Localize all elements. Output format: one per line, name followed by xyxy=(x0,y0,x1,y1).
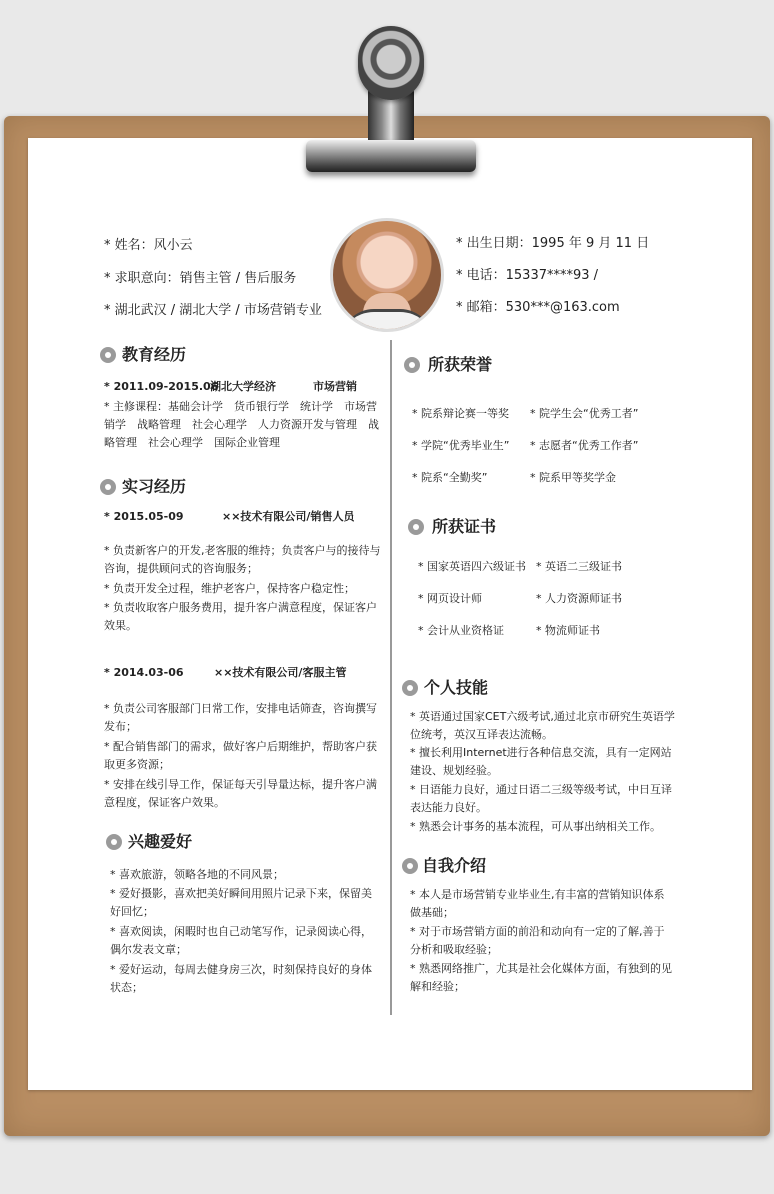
internship-title: 实习经历 xyxy=(122,477,187,496)
intent-field: * 求职意向：销售主管 / 售后服务 xyxy=(104,271,297,286)
skill-item: * 日语能力良好，通过日语二三级等级考试，中日互译表达能力良好。 xyxy=(410,783,672,814)
job1-desc-1: * 负责新客户的开发,老客服的维持；负责客户与的接待与咨询，提供顾问式的咨询服务； xyxy=(104,544,381,575)
name-field: * 姓名：风小云 xyxy=(104,238,193,253)
email-field: * 邮箱：530***@163.com xyxy=(456,300,620,315)
section-bullet-icon xyxy=(402,858,418,874)
skill-item: * 熟悉会计事务的基本流程，可从事出纳相关工作。 xyxy=(410,820,661,833)
certs-title: 所获证书 xyxy=(432,517,497,536)
job1-date: * 2015.05-09 xyxy=(104,510,184,523)
skill-item: * 擅长利用Internet进行各种信息交流，具有一定网站建设、规划经验。 xyxy=(410,746,672,777)
honor-item: * 学院“优秀毕业生” xyxy=(412,439,510,452)
birth-field: * 出生日期：1995 年 9 月 11 日 xyxy=(456,236,650,251)
skill-item: * 英语通过国家CET六级考试,通过北京市研究生英语学位统考，英汉互译表达流畅。 xyxy=(410,710,675,741)
section-bullet-icon xyxy=(100,347,116,363)
honor-item: * 院系甲等奖学金 xyxy=(530,471,616,484)
job1-desc-3: * 负责收取客户服务费用，提升客户满意程度，保证客户效果。 xyxy=(104,601,377,632)
job2-date: * 2014.03-06 xyxy=(104,666,184,679)
honor-item: * 院系辩论赛一等奖 xyxy=(412,407,509,420)
job2-desc-3: * 安排在线引导工作，保证每天引导量达标，提升客户满意程度，保证客户效果。 xyxy=(104,778,377,809)
job2-company: ××技术有限公司/客服主管 xyxy=(214,666,347,679)
phone-field: * 电话：15337****93 / xyxy=(456,268,599,283)
section-bullet-icon xyxy=(404,357,420,373)
cert-item: * 网页设计师 xyxy=(418,592,482,605)
job1-desc-2: * 负责开发全过程，维护老客户，保持客户稳定性； xyxy=(104,582,355,595)
job2-desc-1: * 负责公司客服部门日常工作，安排电话筛查，咨询撰写发布； xyxy=(104,702,377,733)
cert-item: * 人力资源师证书 xyxy=(536,592,622,605)
job2-desc-2: * 配合销售部门的需求，做好客户后期维护，帮助客户获取更多资源； xyxy=(104,740,377,771)
hobby-item: * 爱好摄影，喜欢把美好瞬间用照片记录下来，保留美好回忆； xyxy=(110,887,372,918)
about-item: * 本人是市场营销专业毕业生,有丰富的营销知识体系做基础； xyxy=(410,888,665,919)
honor-item: * 院学生会“优秀工者” xyxy=(530,407,639,420)
about-item: * 熟悉网络推广，尤其是社会化媒体方面，有独到的见解和经验； xyxy=(410,962,672,993)
honors-title: 所获荣誉 xyxy=(428,355,493,374)
education-date: * 2011.09-2015.06 xyxy=(104,380,219,393)
about-item: * 对于市场营销方面的前沿和动向有一定的了解,善于分析和吸取经验； xyxy=(410,925,665,956)
skills-title: 个人技能 xyxy=(424,678,489,697)
avatar xyxy=(330,218,444,332)
honor-item: * 志愿者“优秀工作者” xyxy=(530,439,639,452)
honor-item: * 院系“全勤奖” xyxy=(412,471,488,484)
job1-company: ××技术有限公司/销售人员 xyxy=(222,510,355,523)
hobby-item: * 爱好运动，每周去健身房三次，时刻保持良好的身体状态； xyxy=(110,963,372,994)
section-bullet-icon xyxy=(106,834,122,850)
section-bullet-icon xyxy=(402,680,418,696)
binder-clip-icon xyxy=(358,26,424,100)
section-bullet-icon xyxy=(100,479,116,495)
section-bullet-icon xyxy=(408,519,424,535)
cert-item: * 会计从业资格证 xyxy=(418,624,504,637)
hobby-item: * 喜欢阅读，闲暇时也自己动笔写作，记录阅读心得，偶尔发表文章； xyxy=(110,925,372,956)
cert-item: * 物流师证书 xyxy=(536,624,600,637)
column-divider xyxy=(390,340,392,1015)
hobby-item: * 喜欢旅游，领略各地的不同风景； xyxy=(110,868,284,881)
cert-item: * 国家英语四六级证书 xyxy=(418,560,526,573)
location-field: * 湖北武汉 / 湖北大学 / 市场营销专业 xyxy=(104,303,322,318)
education-courses: * 主修课程：基础会计学 货币银行学 统计学 市场营销学 战略管理 社会心理学 人力资源开发与管理 战略管理 社会心理学 国际企业管理 xyxy=(104,400,379,449)
about-title: 自我介绍 xyxy=(422,856,487,875)
education-major: 市场营销 xyxy=(313,380,357,393)
education-title: 教育经历 xyxy=(122,345,187,364)
education-school: 湖北大学经济 xyxy=(210,380,276,393)
hobbies-title: 兴趣爱好 xyxy=(128,832,193,851)
binder-clip-base xyxy=(306,140,476,172)
cert-item: * 英语二三级证书 xyxy=(536,560,622,573)
